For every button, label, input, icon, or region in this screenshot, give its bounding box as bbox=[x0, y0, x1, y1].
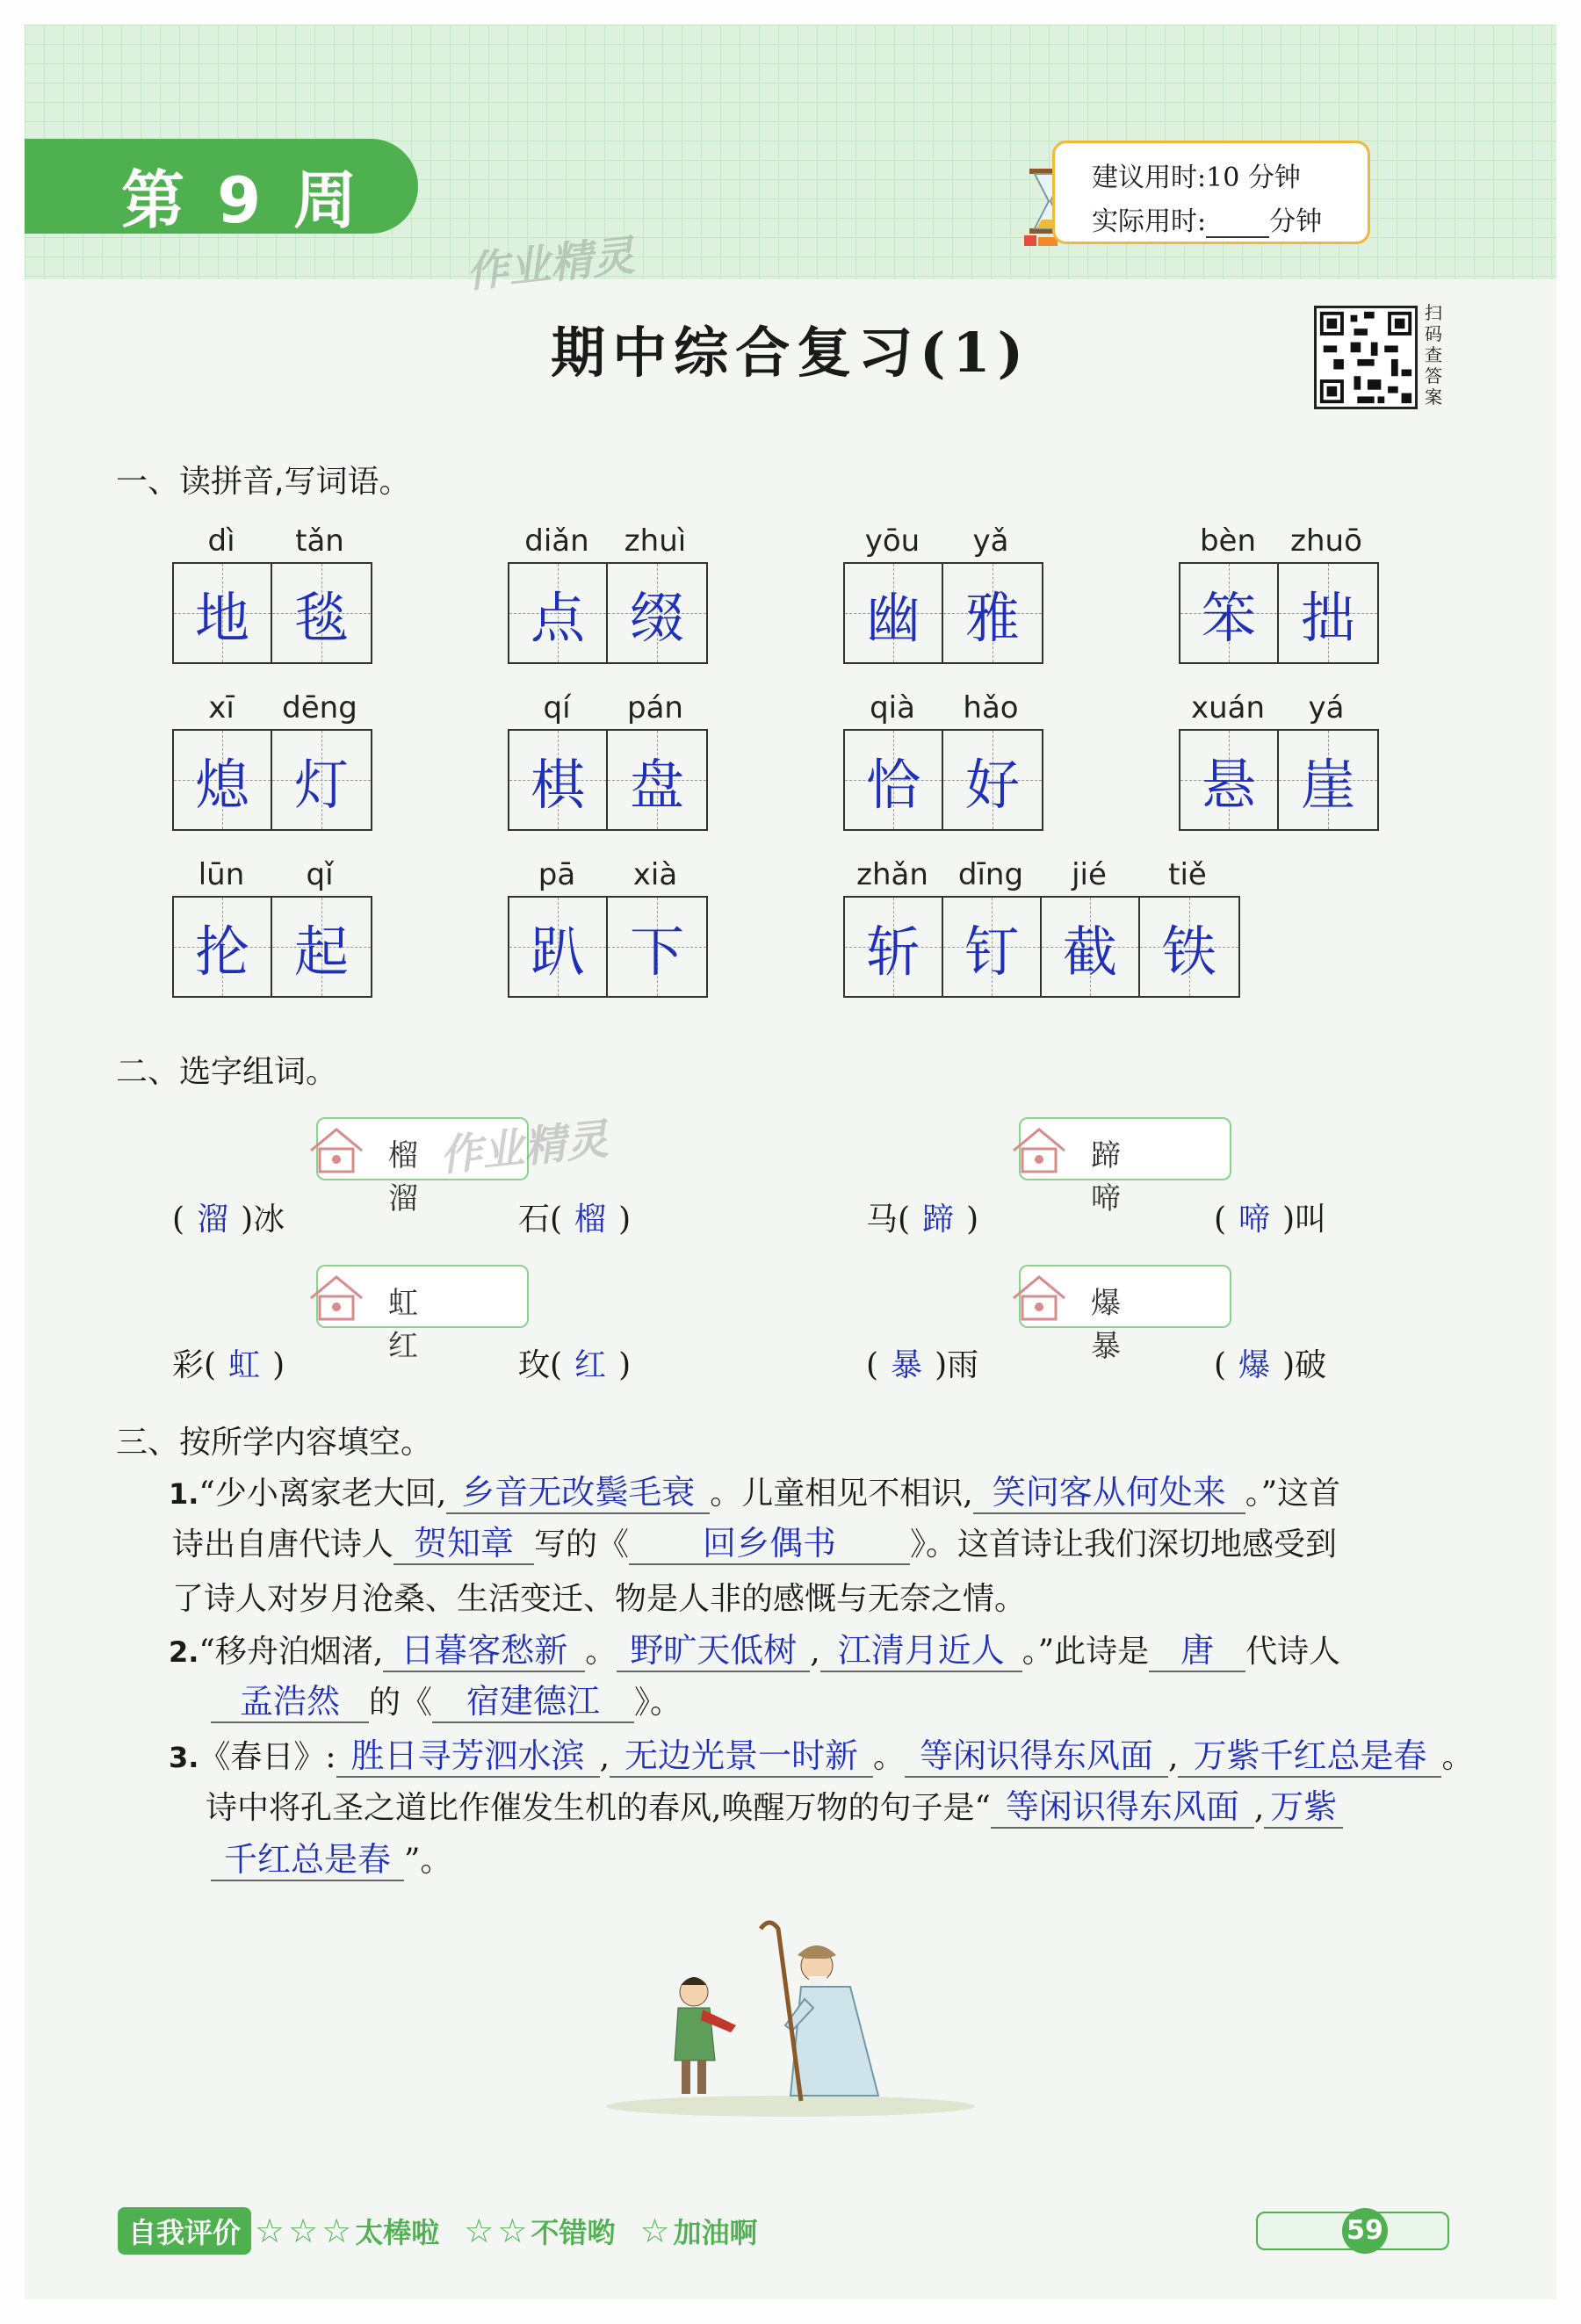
word-zhandingjietie bbox=[843, 857, 1240, 998]
char-cell[interactable]: 趴 bbox=[509, 898, 608, 996]
answer[interactable]: 爆 bbox=[1238, 1347, 1271, 1383]
word-paxia bbox=[508, 857, 708, 998]
choice-options: 虹 红 bbox=[388, 1286, 453, 1364]
char-cell[interactable]: 抡 bbox=[174, 898, 272, 996]
pinyin: zhǎn bbox=[856, 857, 928, 892]
eval-label: 自我评价 bbox=[118, 2207, 251, 2255]
section3-title: 三、按所学内容填空。 bbox=[116, 1425, 433, 1461]
pinyin: pán bbox=[627, 690, 683, 725]
char-cell[interactable]: 悬 bbox=[1180, 731, 1279, 829]
q2-line1: 2.“移舟泊烟渚, 日暮客愁新 。 野旷天低树 , 江清月近人 。”此诗是 唐 代诗人 bbox=[169, 1627, 1340, 1672]
answer-blank[interactable]: 等闲识得东风面 bbox=[991, 1786, 1254, 1829]
pinyin: zhuì bbox=[624, 523, 687, 559]
answer-blank[interactable]: 孟浩然 bbox=[211, 1681, 369, 1723]
q3-number: 3. bbox=[169, 1741, 199, 1774]
char-cell[interactable]: 下 bbox=[608, 898, 706, 996]
pinyin: bèn bbox=[1199, 523, 1257, 559]
word-benzhuo bbox=[1179, 523, 1379, 664]
word-qiahao bbox=[843, 690, 1043, 831]
char-cell[interactable]: 地 bbox=[174, 564, 272, 662]
pinyin: pā bbox=[538, 857, 576, 892]
star-icon[interactable]: ☆ bbox=[288, 2212, 319, 2250]
actual-time-unit: 分钟 bbox=[1269, 206, 1323, 237]
pinyin: jié bbox=[1072, 857, 1107, 892]
page-title: 期中综合复习(1) bbox=[551, 321, 1030, 385]
house-icon bbox=[1008, 1124, 1070, 1175]
answer-blank[interactable]: 万紫千红总是春 bbox=[1178, 1736, 1441, 1778]
answer-blank[interactable]: 千红总是春 bbox=[211, 1839, 404, 1881]
char-cell[interactable]: 起 bbox=[272, 898, 371, 996]
star-icon[interactable]: ☆ bbox=[639, 2212, 670, 2250]
answer[interactable]: 啼 bbox=[1238, 1202, 1271, 1238]
pinyin: qǐ bbox=[306, 857, 334, 892]
choice-tag-hong bbox=[316, 1265, 529, 1364]
answer-blank[interactable]: 无边光景一时新 bbox=[610, 1736, 873, 1778]
char-cell[interactable]: 截 bbox=[1042, 898, 1140, 996]
qr-code-icon[interactable] bbox=[1314, 306, 1418, 409]
page-number: 59 bbox=[1342, 2208, 1388, 2254]
q1-number: 1. bbox=[169, 1477, 199, 1511]
char-cell[interactable]: 缀 bbox=[608, 564, 706, 662]
star-icon[interactable]: ☆ bbox=[464, 2212, 495, 2250]
answer-blank[interactable]: 野旷天低树 bbox=[617, 1630, 810, 1672]
fill-item: 石( 榴 ) bbox=[518, 1202, 632, 1238]
answer-blank[interactable]: 唐 bbox=[1149, 1630, 1245, 1672]
answer-blank[interactable]: 宿建德江 bbox=[432, 1681, 634, 1723]
word-ditan bbox=[172, 523, 372, 664]
char-cell[interactable]: 好 bbox=[943, 731, 1042, 829]
word-qipan bbox=[508, 690, 708, 831]
pinyin: hǎo bbox=[963, 690, 1019, 725]
fill-item: 马( 蹄 ) bbox=[866, 1202, 979, 1238]
star-icon[interactable]: ☆ bbox=[321, 2212, 352, 2250]
char-cell[interactable]: 点 bbox=[509, 564, 608, 662]
q2-line2: 孟浩然 的《 宿建德江 》。 bbox=[211, 1678, 682, 1723]
answer-blank[interactable]: 乡音无改鬓毛衰 bbox=[446, 1472, 710, 1514]
suggested-time: 建议用时:10 分钟 bbox=[1092, 162, 1301, 193]
fill-item: ( 啼 )叫 bbox=[1214, 1202, 1327, 1238]
fill-item: 彩( 虹 ) bbox=[172, 1347, 285, 1383]
pinyin: diǎn bbox=[524, 523, 589, 559]
pinyin: yōu bbox=[864, 523, 920, 559]
q3-line2: 诗中将孔圣之道比作催发生机的春风,唤醒万物的句子是“ 等闲识得东风面 , 万紫 bbox=[206, 1783, 1343, 1829]
pinyin: tiě bbox=[1168, 857, 1207, 892]
word-lunqi bbox=[172, 857, 372, 998]
section1-title: 一、读拼音,写词语。 bbox=[116, 464, 411, 500]
char-cell[interactable]: 恰 bbox=[845, 731, 943, 829]
house-icon bbox=[306, 1272, 367, 1323]
actual-time-label: 实际用时: bbox=[1092, 206, 1207, 237]
answer[interactable]: 蹄 bbox=[922, 1202, 955, 1238]
watermark-middle: 作业精灵 bbox=[437, 1115, 610, 1181]
char-cell[interactable]: 斩 bbox=[845, 898, 943, 996]
answer-blank[interactable]: 日暮客愁新 bbox=[383, 1630, 585, 1672]
star-icon[interactable]: ☆ bbox=[497, 2212, 528, 2250]
self-evaluation bbox=[118, 2210, 779, 2252]
fill-item: 玫( 红 ) bbox=[518, 1347, 632, 1383]
poet-and-child-illustration bbox=[597, 1911, 984, 2122]
word-xuanya bbox=[1179, 690, 1379, 831]
choice-options: 榴 溜 bbox=[388, 1138, 453, 1216]
q3-line1: 3.《春日》: 胜日寻芳泗水滨 , 无边光景一时新 。 等闲识得东风面 , 万紫千红总是春 。 bbox=[169, 1732, 1474, 1778]
q2-number: 2. bbox=[169, 1635, 199, 1669]
char-cell[interactable]: 钉 bbox=[943, 898, 1042, 996]
q1-line3: 了诗人对岁月沧桑、生活变迁、物是人非的感慨与无奈之情。 bbox=[172, 1581, 1027, 1617]
answer-blank[interactable]: 等闲识得东风面 bbox=[905, 1736, 1168, 1778]
choice-options: 蹄 啼 bbox=[1091, 1138, 1156, 1216]
pinyin: yá bbox=[1308, 690, 1345, 725]
char-cell[interactable]: 雅 bbox=[943, 564, 1042, 662]
eval-level-3: 加油啊 bbox=[673, 2216, 758, 2249]
answer-blank[interactable]: 笑问客从何处来 bbox=[973, 1472, 1245, 1514]
answer[interactable]: 暴 bbox=[891, 1347, 923, 1383]
section2-title: 二、选字组词。 bbox=[116, 1054, 338, 1090]
time-box bbox=[1052, 141, 1370, 244]
pinyin: lūn bbox=[198, 857, 245, 892]
fill-item: ( 爆 )破 bbox=[1214, 1347, 1327, 1383]
actual-time bbox=[1092, 199, 1322, 238]
q3-line3: 千红总是春 ”。 bbox=[211, 1836, 451, 1881]
eval-level-1: 太棒啦 bbox=[355, 2216, 440, 2249]
answer-blank[interactable]: 万紫 bbox=[1264, 1786, 1343, 1829]
qr-label: 扫码查答案 bbox=[1425, 302, 1442, 408]
watermark-top: 作业精灵 bbox=[464, 231, 637, 298]
pinyin: xī bbox=[208, 690, 235, 725]
answer-blank[interactable]: 回乡偶书 bbox=[629, 1523, 910, 1565]
pinyin: dīng bbox=[957, 857, 1024, 892]
answer[interactable]: 溜 bbox=[197, 1202, 229, 1238]
word-youya bbox=[843, 523, 1043, 664]
char-cell[interactable]: 盘 bbox=[608, 731, 706, 829]
char-cell[interactable]: 崖 bbox=[1279, 731, 1377, 829]
answer-blank[interactable]: 贺知章 bbox=[393, 1523, 534, 1565]
fill-item: ( 溜 )冰 bbox=[172, 1202, 285, 1238]
pinyin: xuán bbox=[1190, 690, 1266, 725]
answer[interactable]: 虹 bbox=[228, 1347, 261, 1383]
char-cell[interactable]: 熄 bbox=[174, 731, 272, 829]
star-icon[interactable]: ☆ bbox=[255, 2212, 285, 2250]
char-cell[interactable]: 笨 bbox=[1180, 564, 1279, 662]
pinyin: zhuō bbox=[1290, 523, 1362, 559]
pinyin: tǎn bbox=[295, 523, 344, 559]
answer-blank[interactable]: 江清月近人 bbox=[820, 1630, 1022, 1672]
choice-tag-bao bbox=[1019, 1265, 1231, 1364]
answer[interactable]: 红 bbox=[574, 1347, 607, 1383]
answer[interactable]: 榴 bbox=[574, 1202, 607, 1238]
word-dianzhui bbox=[508, 523, 708, 664]
char-cell[interactable]: 幽 bbox=[845, 564, 943, 662]
answer-blank[interactable]: 胜日寻芳泗水滨 bbox=[336, 1736, 600, 1778]
eval-level-2: 不错哟 bbox=[531, 2216, 616, 2249]
fill-item: ( 暴 )雨 bbox=[866, 1347, 979, 1383]
pinyin: yǎ bbox=[972, 523, 1009, 559]
pinyin: qí bbox=[543, 690, 571, 725]
char-cell[interactable]: 拙 bbox=[1279, 564, 1377, 662]
q1-line2: 诗出自唐代诗人 贺知章 写的《 回乡偶书 》。这首诗让我们深切地感受到 bbox=[172, 1519, 1337, 1565]
choice-tag-ti bbox=[1019, 1117, 1231, 1216]
q1-line1: 1.“少小离家老大回, 乡音无改鬓毛衰 。儿童相见不相识, 笑问客从何处来 。”这首 bbox=[169, 1469, 1340, 1514]
pinyin: dì bbox=[207, 523, 235, 559]
pinyin: qià bbox=[870, 690, 915, 725]
word-xideng bbox=[172, 690, 372, 831]
choice-options: 爆 暴 bbox=[1091, 1286, 1156, 1364]
pinyin: dēng bbox=[282, 690, 357, 725]
week-label: 第 9 周 bbox=[121, 163, 363, 237]
char-cell[interactable]: 棋 bbox=[509, 731, 608, 829]
char-cell[interactable]: 毯 bbox=[272, 564, 371, 662]
pinyin: xià bbox=[632, 857, 678, 892]
char-cell[interactable]: 铁 bbox=[1140, 898, 1238, 996]
char-cell[interactable]: 灯 bbox=[272, 731, 371, 829]
house-icon bbox=[1008, 1272, 1070, 1323]
house-icon bbox=[306, 1124, 367, 1175]
actual-time-blank[interactable] bbox=[1206, 212, 1269, 238]
